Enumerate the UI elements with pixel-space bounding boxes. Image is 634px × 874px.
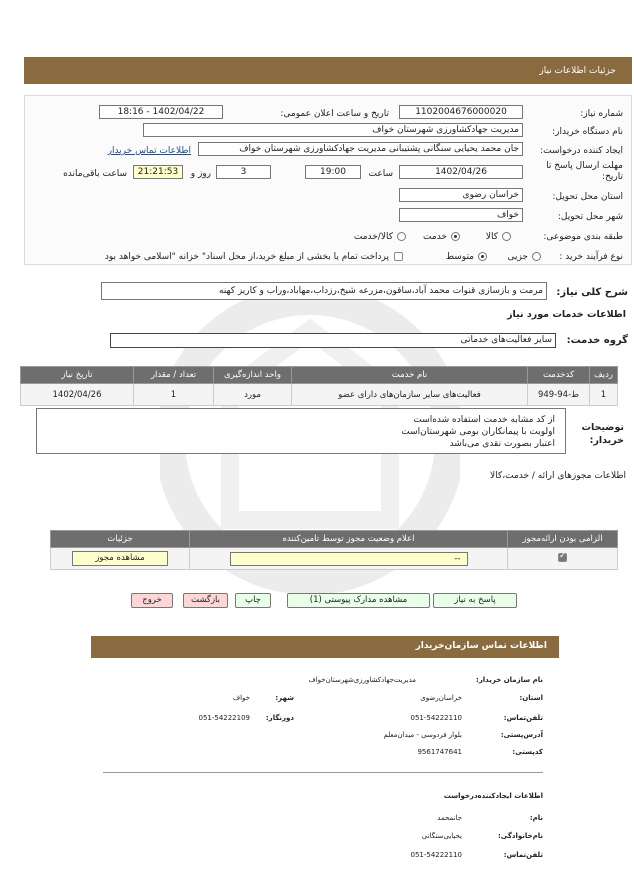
org-city-label: شهر: (275, 694, 294, 702)
category-label: طبقه بندی موضوعی: (543, 232, 623, 242)
category-service-label: خدمت (423, 232, 447, 242)
notes-label: توضیحات خریدار: (581, 422, 624, 446)
process-label: نوع فرآیند خرید : (559, 252, 623, 262)
permit-required-checkbox (558, 553, 567, 562)
announce-label: تاریخ و ساعت اعلان عمومی: (280, 109, 389, 119)
days-field: 3 (216, 165, 271, 179)
deadline-time-label: ساعت (368, 169, 393, 179)
org-contact-header (91, 636, 559, 658)
org-phone-label: تلفن‌تماس: (503, 714, 543, 722)
table-row (51, 548, 618, 570)
section-divider (103, 772, 543, 773)
org-name-label: نام سازمان‌ خریدار: (475, 676, 543, 684)
need-number-label: شماره نیاز: (580, 109, 623, 119)
deadline-time-field: 19:00 (305, 165, 361, 179)
requester-phone-label: تلفن‌تماس: (503, 851, 543, 859)
col-row: ردیف (590, 367, 618, 384)
attachments-button[interactable]: مشاهده مدارک پیوستی (1) (287, 593, 430, 608)
process-minor-radio[interactable] (532, 252, 541, 261)
org-fax-value: 051-54222109 (198, 714, 250, 722)
days-label: روز و (190, 169, 211, 179)
category-goods-radio[interactable] (502, 232, 511, 241)
back-button[interactable]: بازگشت (183, 593, 228, 608)
table-row (21, 384, 618, 406)
permit-status-field[interactable]: -- (230, 552, 468, 566)
cell-permit-status (190, 548, 508, 570)
announce-field: 1402/04/22 - 18:16 (99, 105, 223, 119)
reply-button[interactable]: پاسخ به نیاز (433, 593, 517, 608)
remaining-time-field: 21:21:53 (133, 165, 183, 179)
deadline-date-field: 1402/04/26 (399, 165, 523, 179)
process-minor-label: جزیی (507, 252, 528, 262)
deadline-label: مهلت ارسال پاسخ تا تاریخ: (546, 161, 623, 182)
treasury-payment-checkbox[interactable] (394, 252, 403, 261)
buyer-label: نام دستگاه خریدار: (552, 127, 623, 137)
cell-qty: 1 (134, 384, 214, 406)
service-group-label: گروه خدمت: (566, 335, 628, 346)
cell-date: 1402/04/26 (21, 384, 134, 406)
notes-box (36, 408, 566, 454)
org-fax-label: دورنگار: (265, 714, 294, 722)
col-name: نام خدمت (292, 367, 528, 384)
col-permit-status: اعلام وضعیت مجوز توسط تامین‌کننده (190, 531, 508, 548)
notes-line: اعتبار بصورت نقدی می‌باشد (449, 439, 555, 449)
org-province-value: خراسان‌رضوی (420, 694, 462, 702)
col-code: کدخدمت (528, 367, 590, 384)
requester-title: اطلاعات ایجادکننده‌درخواست (443, 792, 543, 800)
org-address-value: بلوار فردوسی - میدان‌معلم (383, 731, 462, 739)
org-address-label: آدرس‌پستی: (500, 731, 543, 739)
province-field: خراسان رضوی (399, 188, 523, 202)
view-permit-button[interactable]: مشاهده مجوز (72, 551, 168, 566)
permits-title: اطلاعات مجوزهای ارائه / خدمت،کالا (490, 471, 626, 481)
summary-label: شرح کلی نیاز: (556, 287, 628, 298)
category-both-radio[interactable] (397, 232, 406, 241)
requester-first-label: نام: (529, 814, 543, 822)
services-table (20, 366, 618, 406)
treasury-payment-note: پرداخت تمام یا بخشی از مبلغ خرید،از محل اسناد" خزانه "اسلامی خواهد بود (104, 252, 389, 262)
creator-field: جان محمد یحیایی سنگانی پشتیبانی مدیریت جهادکشاورزی شهرستان خواف (198, 142, 523, 156)
cell-permit-details (51, 548, 190, 570)
page-header-title: جزئیات اطلاعات نیاز (539, 66, 616, 76)
col-permit-required: الزامی بودن ارائه‌مجوز (508, 531, 618, 548)
city-field: خواف (399, 208, 523, 222)
summary-field: مرمت و بازسازی قنوات محمد آباد،ساقون،مزرعه شیخ،رزداب،مهاباد،وراب و کاریز کهنه (101, 282, 547, 300)
org-city-value: خواف (232, 694, 250, 702)
requester-phone-value: 051-54222110 (410, 851, 462, 859)
cell-name: فعالیت‌های سایر سازمان‌های دارای عضو (292, 384, 528, 406)
page-header (24, 57, 632, 84)
org-province-label: استان: (519, 694, 543, 702)
province-label: استان محل تحویل: (552, 192, 623, 202)
creator-label: ایجاد کننده درخواست: (540, 146, 623, 156)
services-title: اطلاعات خدمات مورد نیاز (507, 309, 626, 320)
need-info-panel (24, 95, 632, 265)
org-name-value: مدیریت‌جهادکشاورزی‌شهرستان‌خواف (308, 676, 416, 684)
need-number-field: 1102004676000020 (399, 105, 523, 119)
permits-table (50, 530, 618, 570)
city-label: شهر محل تحویل: (557, 212, 623, 222)
col-date: تاریخ نیاز (21, 367, 134, 384)
category-both-label: کالا/خدمت (353, 232, 393, 242)
requester-first-value: جانمحمد (437, 814, 462, 822)
cell-unit: مورد (214, 384, 292, 406)
remaining-label: ساعت باقی‌مانده (63, 169, 127, 179)
category-service-radio[interactable] (451, 232, 460, 241)
exit-button[interactable]: خروج (131, 593, 173, 608)
cell-permit-required (508, 548, 618, 570)
col-permit-details: جزئیات (51, 531, 190, 548)
process-medium-radio[interactable] (478, 252, 487, 261)
cell-row: 1 (590, 384, 618, 406)
org-phone-value: 051-54222110 (410, 714, 462, 722)
notes-line: اولویت با پیمانکاران بومی شهرستان‌است (401, 427, 555, 437)
requester-last-value: یحیایی‌سنگانی (421, 832, 462, 840)
print-button[interactable]: چاپ (235, 593, 271, 608)
col-qty: تعداد / مقدار (134, 367, 214, 384)
col-unit: واحد اندازه‌گیری (214, 367, 292, 384)
process-medium-label: متوسط (445, 252, 474, 262)
org-postal-label: کد‌پستی: (512, 748, 543, 756)
org-contact-title: اطلاعات تماس سازمان‌خریدار (415, 641, 547, 651)
requester-last-label: نام‌خانوادگی: (497, 832, 543, 840)
org-postal-value: 9561747641 (417, 748, 462, 756)
notes-line: از کد مشابه خدمت استفاده شده‌است (413, 415, 555, 425)
service-group-field: سایر فعالیت‌های خدماتی (110, 333, 556, 348)
category-goods-label: کالا (485, 232, 498, 242)
buyer-contact-link[interactable]: اطلاعات تماس خریدار (107, 146, 191, 156)
cell-code: ط-94-949 (528, 384, 590, 406)
buyer-field: مدیریت جهادکشاورزی شهرستان خواف (143, 123, 523, 137)
